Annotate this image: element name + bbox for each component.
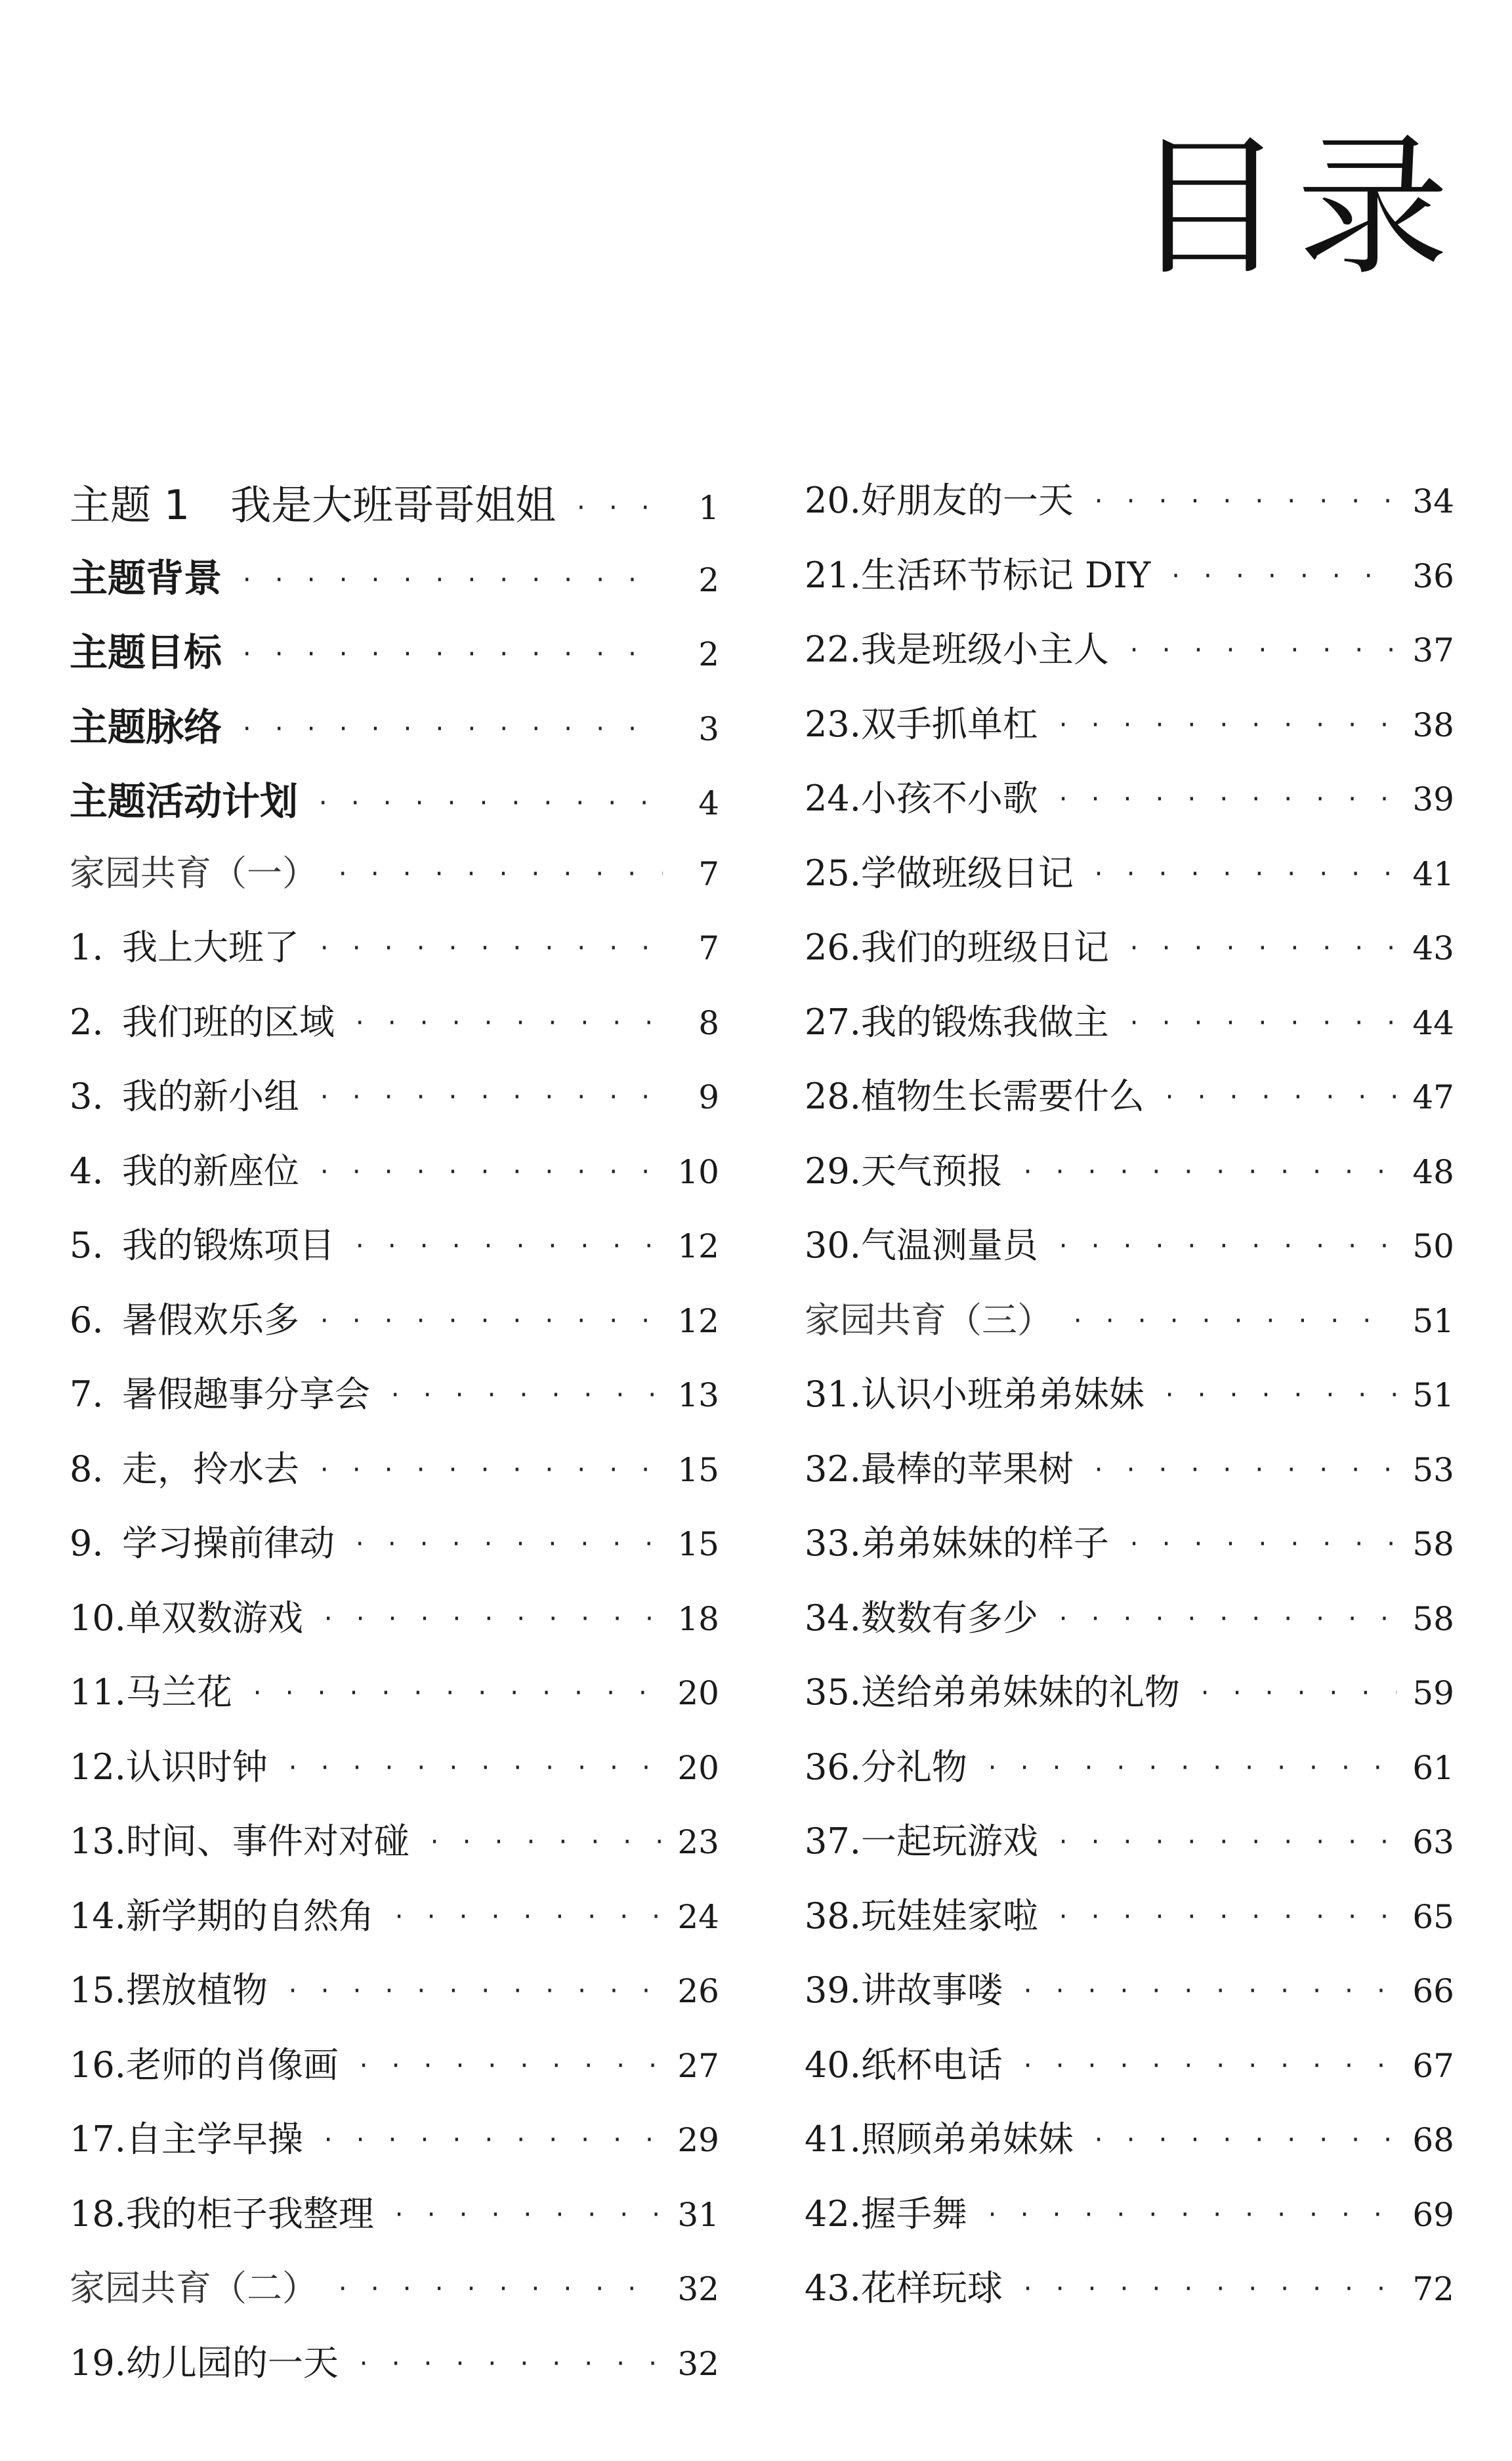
toc-entry-title: 天气预报 (860, 1150, 1003, 1192)
toc-entry-page-number: 23 (677, 1823, 719, 1861)
toc-entry-title: 双手抓单杠 (860, 703, 1038, 745)
toc-entry-page-number: 7 (698, 854, 719, 893)
toc-entry-page-number: 39 (1412, 780, 1454, 818)
toc-entry-page-number: 3 (698, 709, 719, 748)
toc-entry-page-number: 61 (1412, 1748, 1454, 1787)
toc-entry-page-number: 34 (1412, 482, 1454, 520)
toc-entry[interactable] (70, 1441, 719, 1516)
toc-entry-title: 认识时钟 (125, 1746, 268, 1788)
dot-leader (318, 1457, 662, 1483)
dot-leader (1198, 1680, 1396, 1706)
dot-leader (986, 2202, 1396, 2228)
toc-entry[interactable] (805, 696, 1454, 771)
toc-entry-title: 讲故事喽 (860, 1969, 1003, 2011)
toc-entry[interactable] (805, 1590, 1454, 1665)
dot-leader (1021, 1159, 1396, 1185)
toc-entry[interactable] (805, 1441, 1454, 1516)
toc-entry[interactable] (70, 1515, 719, 1590)
dot-leader (353, 1233, 662, 1259)
toc-entry[interactable] (70, 2335, 719, 2410)
toc-entry-title: 我们班的区域 (122, 1001, 335, 1043)
toc-entry[interactable] (805, 1143, 1454, 1218)
toc-entry-number: 26. (805, 927, 861, 968)
toc-entry[interactable] (805, 2260, 1454, 2335)
toc-entry-page-number: 47 (1412, 1078, 1454, 1116)
dot-leader (318, 1308, 662, 1334)
toc-entry[interactable] (805, 1888, 1454, 1963)
toc-entry-page-number: 48 (1412, 1152, 1454, 1191)
toc-entry-number: 19. (70, 2342, 126, 2384)
toc-entry[interactable] (70, 1664, 719, 1739)
toc-entry-page-number: 68 (1412, 2121, 1454, 2159)
toc-entry[interactable] (805, 845, 1454, 920)
toc-entry-page-number: 53 (1412, 1450, 1454, 1489)
toc-entry-title: 气温测量员 (860, 1225, 1038, 1266)
toc-entry-title: 好朋友的一天 (860, 480, 1074, 521)
toc-entry-number: 24. (805, 778, 861, 819)
toc-entry-page-number: 12 (677, 1301, 719, 1340)
toc-entry-title: 分礼物 (860, 1746, 967, 1788)
toc-entry[interactable] (805, 621, 1454, 696)
toc-entry-number: 33. (805, 1523, 861, 1564)
toc-entry-page-number: 58 (1412, 1525, 1454, 1563)
toc-entry-title: 我的锻炼我做主 (860, 1001, 1109, 1043)
toc-entry-number: 34. (805, 1597, 861, 1639)
dot-leader (1057, 1904, 1396, 1930)
toc-entry-title: 我们的班级日记 (860, 927, 1109, 968)
toc-entry-title: 主题活动计划 (70, 779, 299, 824)
toc-entry[interactable] (70, 994, 719, 1069)
toc-entry-page-number: 51 (1412, 1301, 1454, 1340)
dot-leader (1021, 2053, 1396, 2079)
toc-entry-page-number: 58 (1412, 1599, 1454, 1638)
toc-entry-title: 弟弟妹妹的样子 (860, 1523, 1109, 1564)
toc-entry-page-number: 2 (698, 560, 719, 599)
toc-entry-number: 17. (70, 2118, 126, 2160)
toc-entry-page-number: 9 (698, 1078, 719, 1116)
toc-entry-number: 5. (70, 1225, 104, 1266)
toc-entry-number: 41. (805, 2118, 861, 2160)
dot-leader (322, 2127, 662, 2153)
toc-entry-number: 27. (805, 1001, 861, 1043)
toc-left-column (70, 473, 719, 2409)
toc-entry[interactable] (70, 2186, 719, 2261)
toc-entry[interactable] (805, 2037, 1454, 2112)
dot-leader (1163, 1382, 1396, 1408)
toc-entry-title: 认识小班弟弟妹妹 (860, 1374, 1144, 1415)
toc-entry-page-number: 20 (677, 1748, 719, 1787)
dot-leader (357, 2351, 662, 2377)
toc-entry-title: 照顾弟弟妹妹 (860, 2118, 1074, 2160)
toc-entry-title: 我的柜子我整理 (125, 2193, 374, 2235)
dot-leader (1021, 2276, 1396, 2302)
toc-entry[interactable] (805, 1217, 1454, 1292)
toc-entry[interactable] (805, 1739, 1454, 1814)
toc-entry-page-number: 13 (677, 1376, 719, 1414)
dot-leader (286, 1755, 662, 1781)
toc-entry-title: 握手舞 (860, 2193, 967, 2235)
toc-entry-title: 幼儿园的一天 (125, 2342, 339, 2384)
toc-entry-page-number: 4 (698, 784, 719, 822)
toc-entry-title: 主题 1 我是大班哥哥姐姐 (70, 481, 556, 529)
toc-entry-page-number: 15 (677, 1525, 719, 1563)
toc-entry-number: 14. (70, 1895, 126, 1937)
toc-entry-number: 8. (70, 1448, 104, 1490)
toc-entry-page-number: 32 (677, 2344, 719, 2383)
toc-entry-title: 最棒的苹果树 (860, 1448, 1074, 1490)
toc-entry-title: 时间、事件对对碰 (125, 1820, 410, 1862)
toc-entry[interactable] (805, 1962, 1454, 2037)
toc-entry-page-number: 69 (1412, 2195, 1454, 2234)
toc-entry[interactable] (805, 1515, 1454, 1590)
toc-entry[interactable] (805, 994, 1454, 1069)
dot-leader (1057, 1606, 1396, 1632)
toc-entry-page-number: 10 (677, 1152, 719, 1191)
toc-entry[interactable] (70, 696, 719, 771)
toc-entry-title: 主题脉络 (70, 704, 222, 749)
toc-entry-page-number: 50 (1412, 1227, 1454, 1265)
toc-entry-page-number: 67 (1412, 2046, 1454, 2085)
toc-entry-number: 30. (805, 1225, 861, 1266)
toc-entry-number: 37. (805, 1820, 861, 1862)
dot-leader (1057, 786, 1396, 812)
toc-entry[interactable] (70, 770, 719, 845)
toc-entry[interactable] (70, 1292, 719, 1367)
toc-entry[interactable] (70, 1813, 719, 1888)
dot-leader (353, 1010, 663, 1036)
dot-leader (1127, 637, 1396, 663)
toc-entry-page-number: 36 (1412, 557, 1454, 595)
toc-entry-title: 马兰花 (125, 1672, 232, 1713)
toc-entry-title: 家园共育（三） (805, 1299, 1053, 1341)
toc-entry-number: 18. (70, 2193, 126, 2235)
dot-leader (318, 935, 663, 961)
toc-entry-number: 43. (805, 2267, 861, 2309)
toc-entry[interactable] (805, 770, 1454, 845)
dot-leader (1057, 1233, 1396, 1259)
dot-leader (986, 1755, 1396, 1781)
toc-entry-number: 3. (70, 1076, 104, 1117)
toc-entry-title: 主题背景 (70, 555, 222, 600)
toc-entry-page-number: 38 (1412, 705, 1454, 744)
toc-entry-title: 玩娃娃家啦 (860, 1895, 1038, 1937)
toc-entry-number: 2. (70, 1001, 104, 1043)
toc-entry[interactable] (70, 1068, 719, 1143)
toc-entry-title: 一起玩游戏 (860, 1820, 1038, 1862)
toc-entry-number: 28. (805, 1076, 861, 1117)
dot-leader (336, 2276, 662, 2302)
toc-entry-title: 植物生长需要什么 (860, 1076, 1144, 1117)
toc-entry-page-number: 29 (677, 2121, 719, 2159)
toc-entry-number: 12. (70, 1746, 126, 1788)
toc-entry-title: 纸杯电话 (860, 2044, 1003, 2086)
toc-entry-number: 15. (70, 1969, 126, 2011)
toc-entry-number: 31. (805, 1374, 861, 1415)
toc-entry-page-number: 59 (1412, 1674, 1454, 1712)
toc-entry-title: 小孩不小歌 (860, 778, 1038, 819)
dot-leader (1127, 1531, 1396, 1557)
dot-leader (251, 1680, 662, 1706)
dot-leader (1092, 1457, 1396, 1483)
dot-leader (336, 861, 663, 887)
toc-entry-page-number: 72 (1412, 2270, 1454, 2308)
dot-leader (1092, 861, 1396, 887)
toc-entry-title: 老师的肖像画 (125, 2044, 339, 2086)
dot-leader (353, 1531, 662, 1557)
toc-entry-title: 学习操前律动 (122, 1523, 335, 1564)
toc-entry[interactable] (70, 2111, 719, 2186)
toc-entry-title: 送给弟弟妹妹的礼物 (860, 1672, 1180, 1713)
toc-entry[interactable] (805, 2111, 1454, 2186)
toc-entry-number: 36. (805, 1746, 861, 1788)
toc-entry[interactable] (805, 919, 1454, 994)
toc-entry-title: 自主学早操 (125, 2118, 303, 2160)
toc-entry-page-number: 20 (677, 1674, 719, 1712)
dot-leader (1169, 563, 1396, 589)
toc-entry-title: 暑假趣事分享会 (122, 1374, 370, 1415)
toc-entry-number: 4. (70, 1150, 104, 1192)
toc-entry-title: 家园共育（二） (70, 2267, 318, 2309)
toc-entry-title: 家园共育（一） (70, 852, 318, 894)
toc-entry-number: 23. (805, 703, 861, 745)
toc-entry[interactable] (70, 1366, 719, 1441)
dot-leader (240, 567, 663, 593)
toc-entry-title: 我的锻炼项目 (122, 1225, 335, 1266)
toc-entry-page-number: 15 (677, 1450, 719, 1489)
toc-entry[interactable] (805, 1068, 1454, 1143)
toc-entry-title: 新学期的自然角 (125, 1895, 374, 1937)
dot-leader (322, 1606, 662, 1632)
toc-entry-title: 走，拎水去 (122, 1448, 299, 1490)
toc-entry-title: 暑假欢乐多 (122, 1299, 299, 1341)
toc-entry-page-number: 26 (677, 1972, 719, 2010)
dot-leader (388, 1382, 662, 1408)
toc-entry-page-number: 32 (677, 2270, 719, 2308)
toc-entry-number: 16. (70, 2044, 126, 2086)
toc-entry-number: 38. (805, 1895, 861, 1937)
toc-entry[interactable] (70, 1962, 719, 2037)
toc-entry-page-number: 31 (677, 2195, 719, 2234)
dot-leader (392, 1904, 662, 1930)
dot-leader (1127, 1010, 1396, 1036)
toc-entry-number: 1. (70, 927, 104, 968)
toc-entry-page-number: 27 (677, 2046, 719, 2085)
dot-leader (1071, 1308, 1396, 1334)
toc-entry-page-number: 24 (677, 1897, 719, 1936)
dot-leader (574, 495, 663, 521)
dot-leader (392, 2202, 662, 2228)
toc-entry-number: 9. (70, 1523, 104, 1564)
toc-entry-title: 我的新座位 (122, 1150, 299, 1192)
toc-entry[interactable] (805, 473, 1454, 547)
toc-entry-page-number: 41 (1412, 854, 1454, 893)
toc-entry-page-number: 1 (698, 489, 719, 527)
toc-entry[interactable] (70, 621, 719, 696)
toc-entry-page-number: 66 (1412, 1972, 1454, 2010)
toc-entry-number: 13. (70, 1820, 126, 1862)
toc-entry[interactable] (805, 1366, 1454, 1441)
toc-entry[interactable] (70, 919, 719, 994)
toc-entry-number: 10. (70, 1597, 126, 1639)
toc-entry-page-number: 37 (1412, 631, 1454, 669)
toc-entry[interactable] (70, 1888, 719, 1963)
toc-entry[interactable] (70, 547, 719, 622)
toc-entry-number: 42. (805, 2193, 861, 2235)
toc-entry[interactable] (70, 1739, 719, 1814)
toc-entry-page-number: 12 (677, 1227, 719, 1265)
toc-entry[interactable] (70, 473, 719, 547)
toc-entry-title: 学做班级日记 (860, 852, 1074, 894)
dot-leader (357, 2053, 662, 2079)
page-title: 目录 (1132, 119, 1461, 296)
toc-entry-title: 我是班级小主人 (860, 629, 1109, 670)
toc-entry-title: 我的新小组 (122, 1076, 299, 1117)
toc-entry[interactable] (70, 2037, 719, 2112)
toc-entry[interactable] (70, 2260, 719, 2335)
toc-entry-number: 6. (70, 1299, 104, 1341)
toc-entry[interactable] (805, 547, 1454, 622)
toc-entry-page-number: 51 (1412, 1376, 1454, 1414)
dot-leader (318, 1159, 662, 1185)
toc-entry-number: 11. (70, 1672, 126, 1713)
toc-entry-title: 摆放植物 (125, 1969, 268, 2011)
dot-leader (1057, 1829, 1396, 1855)
toc-entry-number: 29. (805, 1150, 861, 1192)
toc-entry-title: 单双数游戏 (125, 1597, 303, 1639)
dot-leader (240, 641, 663, 667)
toc-entry[interactable] (70, 845, 719, 920)
toc-entry-number: 32. (805, 1448, 861, 1490)
dot-leader (286, 1978, 662, 2004)
toc-entry-number: 22. (805, 629, 861, 670)
toc-entry[interactable] (70, 1217, 719, 1292)
toc-entry-number: 35. (805, 1672, 861, 1713)
toc-entry-page-number: 2 (698, 635, 719, 673)
toc-entry-number: 25. (805, 852, 861, 894)
toc-entry[interactable] (70, 1143, 719, 1218)
toc-entry-page-number: 7 (698, 929, 719, 967)
toc-entry-title: 生活环节标记 DIY (860, 554, 1151, 596)
toc-entry-page-number: 63 (1412, 1823, 1454, 1861)
toc-entry-page-number: 43 (1412, 929, 1454, 967)
toc-entry-page-number: 8 (698, 1003, 719, 1042)
toc-entry-title: 我上大班了 (122, 927, 299, 968)
toc-entry-title: 主题目标 (70, 630, 222, 675)
dot-leader (318, 1084, 663, 1110)
dot-leader (1092, 488, 1396, 515)
toc-entry[interactable] (805, 1664, 1454, 1739)
toc-entry-page-number: 44 (1412, 1003, 1454, 1042)
dot-leader (1127, 935, 1396, 961)
dot-leader (316, 790, 663, 816)
dot-leader (1021, 1978, 1396, 2004)
toc-entry-number: 21. (805, 554, 861, 596)
toc-entry-page-number: 65 (1412, 1897, 1454, 1936)
toc-entry-title: 花样玩球 (860, 2267, 1003, 2309)
toc-entry[interactable] (805, 1813, 1454, 1888)
toc-entry[interactable] (70, 1590, 719, 1665)
dot-leader (1163, 1084, 1396, 1110)
toc-entry[interactable] (805, 1292, 1454, 1367)
toc-entry-number: 40. (805, 2044, 861, 2086)
dot-leader (1057, 712, 1396, 738)
dot-leader (428, 1829, 662, 1855)
toc-right-column (805, 473, 1454, 2335)
toc-entry-number: 7. (70, 1374, 104, 1415)
toc-entry-number: 20. (805, 480, 861, 521)
toc-entry[interactable] (805, 2186, 1454, 2261)
toc-entry-title: 数数有多少 (860, 1597, 1038, 1639)
dot-leader (1092, 2127, 1396, 2153)
toc-entry-page-number: 18 (677, 1599, 719, 1638)
toc-entry-number: 39. (805, 1969, 861, 2011)
dot-leader (240, 716, 663, 742)
